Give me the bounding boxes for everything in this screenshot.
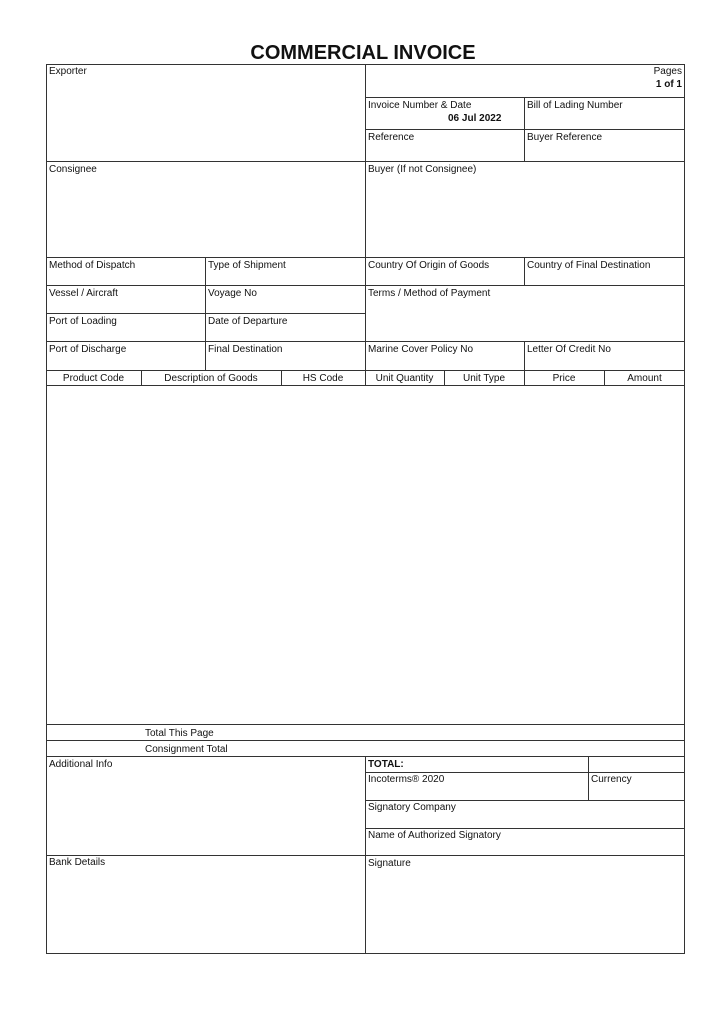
signatory-company-field[interactable] (365, 800, 685, 829)
signature-label: Signature (368, 858, 411, 869)
additional-info-label: Additional Info (49, 759, 113, 770)
signature-field[interactable] (365, 855, 685, 954)
bill-of-lading-label: Bill of Lading Number (527, 100, 623, 111)
date-of-departure-label: Date of Departure (208, 316, 288, 327)
exporter-label: Exporter (49, 66, 87, 77)
signatory-company-label: Signatory Company (368, 802, 456, 813)
invoice-date-value: 06 Jul 2022 (448, 113, 502, 124)
type-of-shipment-label: Type of Shipment (208, 260, 286, 271)
consignment-total-row (46, 740, 685, 757)
consignment-total-label: Consignment Total (145, 744, 228, 755)
total-this-page-row (46, 724, 685, 741)
letter-of-credit-label: Letter Of Credit No (527, 344, 611, 355)
country-final-destination-field[interactable] (524, 257, 685, 286)
incoterms-field[interactable] (365, 772, 589, 801)
document-title: COMMERCIAL INVOICE (250, 42, 476, 64)
voyage-no-label: Voyage No (208, 288, 257, 299)
consignee-label: Consignee (49, 164, 97, 175)
marine-cover-policy-label: Marine Cover Policy No (368, 344, 474, 355)
bank-details-field[interactable] (46, 855, 366, 954)
col-header-product-code: Product Code (62, 373, 125, 384)
terms-payment-field[interactable] (365, 285, 685, 342)
goods-table-body[interactable] (46, 385, 685, 725)
port-of-loading-label: Port of Loading (49, 316, 117, 327)
method-of-dispatch-field[interactable] (46, 257, 206, 286)
incoterms-label: Incoterms® 2020 (368, 774, 445, 785)
final-destination-label: Final Destination (208, 344, 283, 355)
col-header-price: Price (552, 373, 576, 384)
vessel-aircraft-field[interactable] (46, 285, 206, 314)
col-header-hs-code: HS Code (302, 373, 344, 384)
port-of-loading-field[interactable] (46, 313, 206, 342)
final-destination-field[interactable] (205, 341, 366, 371)
currency-field[interactable] (588, 772, 685, 801)
col-header-description: Description of Goods (164, 373, 258, 384)
exporter-field[interactable] (46, 64, 366, 162)
vessel-aircraft-label: Vessel / Aircraft (49, 288, 118, 299)
additional-info-field[interactable] (46, 756, 366, 856)
col-header-unit-quantity: Unit Quantity (375, 373, 434, 384)
marine-cover-policy-field[interactable] (365, 341, 525, 371)
total-this-page-label: Total This Page (145, 728, 214, 739)
reference-field[interactable] (365, 129, 525, 162)
consignee-field[interactable] (46, 161, 366, 258)
country-of-origin-field[interactable] (365, 257, 525, 286)
col-header-amount: Amount (627, 373, 662, 384)
voyage-no-field[interactable] (205, 285, 366, 314)
reference-label: Reference (368, 132, 415, 143)
pages-value: 1 of 1 (655, 79, 682, 90)
letter-of-credit-field[interactable] (524, 341, 685, 371)
invoice-number-date-label: Invoice Number & Date (368, 100, 472, 111)
port-of-discharge-field[interactable] (46, 341, 206, 371)
total-field (365, 756, 589, 773)
buyer-label: Buyer (If not Consignee) (368, 164, 477, 175)
total-value-field (588, 756, 685, 773)
terms-payment-label: Terms / Method of Payment (368, 288, 491, 299)
country-final-destination-label: Country of Final Destination (527, 260, 651, 271)
pages-field (365, 64, 685, 98)
authorized-signatory-field[interactable] (365, 828, 685, 856)
col-header-unit-type: Unit Type (462, 373, 506, 384)
port-of-discharge-label: Port of Discharge (49, 344, 127, 355)
bill-of-lading-field[interactable] (524, 97, 685, 130)
currency-label: Currency (591, 774, 632, 785)
buyer-reference-label: Buyer Reference (527, 132, 603, 143)
method-of-dispatch-label: Method of Dispatch (49, 260, 136, 271)
buyer-reference-field[interactable] (524, 129, 685, 162)
authorized-signatory-label: Name of Authorized Signatory (368, 830, 501, 841)
invoice-number-date-field[interactable] (365, 97, 525, 130)
date-of-departure-field[interactable] (205, 313, 366, 342)
type-of-shipment-field[interactable] (205, 257, 366, 286)
country-of-origin-label: Country Of Origin of Goods (368, 260, 490, 271)
buyer-field[interactable] (365, 161, 685, 258)
total-label: TOTAL: (368, 759, 404, 770)
pages-label: Pages (653, 66, 682, 77)
bank-details-label: Bank Details (49, 857, 106, 868)
